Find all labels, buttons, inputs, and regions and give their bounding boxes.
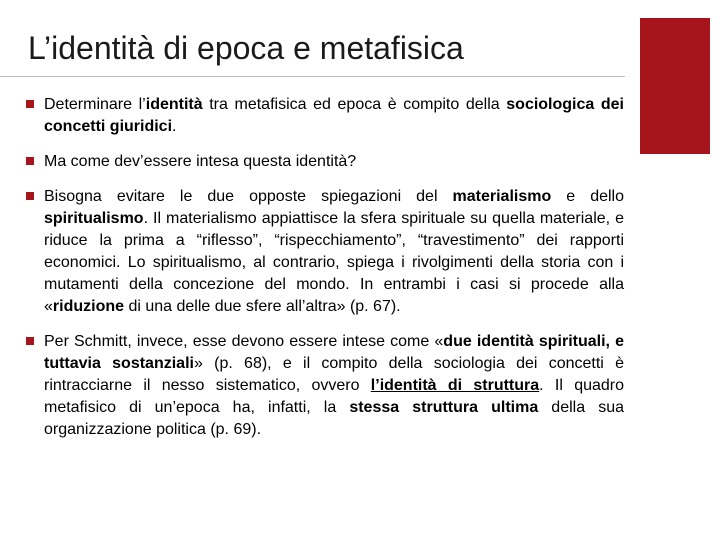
bullet-text: Per Schmitt, invece, esse devono essere intese come «due identità spirituali, e tuttavia sostanziali» (p. 68), e il compito della sociologia dei concetti è rintracciarne il nesso sistematico, ovvero l’identità di struttura. Il quadro metafisico di un’epoca ha, infatti, la stessa struttura ultima della sua organizzazione politica (p. 69). [44,333,625,438]
bullet-item [26,186,624,318]
square-bullet-icon [26,157,34,165]
bullet-item [26,151,624,173]
bullet-text: Determinare l’identità tra metafisica ed epoca è compito della sociologica dei concetti giuridici. [44,96,625,135]
square-bullet-icon [26,192,34,200]
slide-title: L’identità di epoca e metafisica [28,30,464,66]
bullet-text: Ma come dev’essere intesa questa identità? [44,153,357,170]
bullet-item [26,331,624,441]
title-divider [0,76,625,77]
accent-bar [640,18,710,154]
bullet-list [26,94,624,454]
bullet-item [26,94,624,138]
bullet-text: Bisogna evitare le due opposte spiegazioni del materialismo e dello spiritualismo. Il materialismo appiattisce la sfera spirituale su quella materiale, e riduce la prima a “riflesso”, “rispecchiamento”, “travestimento” dei rapporti economici. Lo spiritualismo, al contrario, spiega i rivolgimenti della storia con i mutamenti della concezione del mondo. In entrambi i casi si procede alla «riduzione di una delle due sfere all’altra» (p. 67). [44,188,625,315]
square-bullet-icon [26,337,34,345]
square-bullet-icon [26,100,34,108]
